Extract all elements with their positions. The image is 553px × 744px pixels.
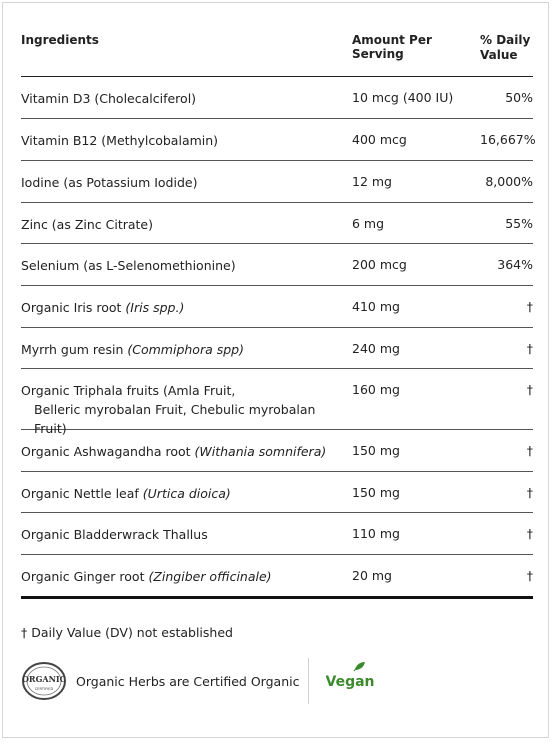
ingredient-amount: 150 mg xyxy=(352,485,400,500)
table-row xyxy=(21,369,533,436)
latin-name: (Commiphora spp) xyxy=(127,342,244,357)
ingredient-daily-value: 8,000% xyxy=(485,174,533,189)
ingredient-amount: 200 mcg xyxy=(352,257,407,272)
table-row xyxy=(21,472,533,513)
ingredient-amount: 6 mg xyxy=(352,216,385,231)
ingredient-daily-value: 50% xyxy=(505,90,533,105)
latin-name: (Iris spp.) xyxy=(125,300,185,315)
ingredient-name: Organic Iris root (Iris spp.) xyxy=(21,300,185,315)
organic-seal-icon xyxy=(21,661,67,701)
daily-value-footnote: † Daily Value (DV) not established xyxy=(21,625,233,640)
ingredients-table xyxy=(21,33,536,599)
svg-text:Vegan: Vegan xyxy=(326,674,374,690)
ingredient-amount: 400 mcg xyxy=(352,132,407,147)
vegan-badge-icon xyxy=(326,660,374,700)
ingredient-amount: 240 mg xyxy=(352,341,400,356)
ingredient-amount: 410 mg xyxy=(352,299,400,314)
table-row xyxy=(21,555,533,599)
table-row xyxy=(21,77,533,119)
ingredient-name: Organic Nettle leaf (Urtica dioica) xyxy=(21,486,231,501)
ingredient-amount: 12 mg xyxy=(352,174,392,189)
ingredient-name: Organic Triphala fruits (Amla Fruit, Belleric myrobalan Fruit, Chebulic myrobalan Fruit) xyxy=(21,369,352,429)
ingredient-amount: 110 mg xyxy=(352,526,400,541)
svg-text:ORGANIC: ORGANIC xyxy=(21,674,67,684)
table-row xyxy=(21,119,536,161)
ingredient-daily-value: 16,667% xyxy=(480,132,536,147)
svg-text:CERTIFIED: CERTIFIED xyxy=(34,687,54,691)
ingredient-name: Organic Bladderwrack Thallus xyxy=(21,527,208,542)
latin-name: (Withania somnifera) xyxy=(194,444,327,459)
ingredient-name: Vitamin B12 (Methylcobalamin) xyxy=(21,133,219,148)
ingredient-amount: 160 mg xyxy=(352,382,400,397)
ingredient-name-continued: Belleric myrobalan Fruit, Chebulic myrobalan Fruit) xyxy=(34,402,316,436)
table-row xyxy=(21,430,533,472)
ingredient-daily-value: 55% xyxy=(505,216,533,231)
ingredient-name: Selenium (as L-Selenomethionine) xyxy=(21,258,236,273)
ingredient-name: Vitamin D3 (Cholecalciferol) xyxy=(21,91,197,106)
table-row xyxy=(21,161,533,203)
ingredient-name: Zinc (as Zinc Citrate) xyxy=(21,217,154,232)
table-row xyxy=(21,203,533,244)
ingredients-header: Ingredients xyxy=(21,33,99,47)
table-row xyxy=(21,244,533,286)
ingredient-amount: 150 mg xyxy=(352,443,400,458)
table-row xyxy=(21,513,533,555)
ingredient-daily-value: † xyxy=(526,341,533,356)
latin-name: (Urtica dioica) xyxy=(142,486,231,501)
ingredient-name: Myrrh gum resin (Commiphora spp) xyxy=(21,342,244,357)
ingredient-amount: 20 mg xyxy=(352,568,392,583)
ingredient-name: Organic Ginger root (Zingiber officinale) xyxy=(21,569,272,584)
ingredient-daily-value: † xyxy=(526,526,533,541)
daily-value-header: % Daily Value xyxy=(480,33,531,62)
divider xyxy=(308,658,309,704)
certified-organic-text: Organic Herbs are Certified Organic xyxy=(76,673,300,689)
table-header xyxy=(21,33,533,77)
amount-header: Amount Per Serving xyxy=(352,33,432,61)
certification-bar xyxy=(21,658,533,704)
ingredient-daily-value: † xyxy=(526,485,533,500)
ingredient-daily-value: † xyxy=(526,382,533,397)
table-row xyxy=(21,328,533,369)
latin-name: (Zingiber officinale) xyxy=(148,569,272,584)
table-row xyxy=(21,286,533,328)
ingredient-name: Iodine (as Potassium Iodide) xyxy=(21,175,198,190)
ingredient-amount: 10 mcg (400 IU) xyxy=(352,90,454,105)
ingredient-daily-value: 364% xyxy=(497,257,533,272)
ingredient-daily-value: † xyxy=(526,443,533,458)
ingredient-daily-value: † xyxy=(526,568,533,583)
supplement-facts-panel xyxy=(2,2,549,738)
ingredient-daily-value: † xyxy=(526,299,533,314)
ingredient-name: Organic Ashwagandha root (Withania somnifera) xyxy=(21,444,327,459)
